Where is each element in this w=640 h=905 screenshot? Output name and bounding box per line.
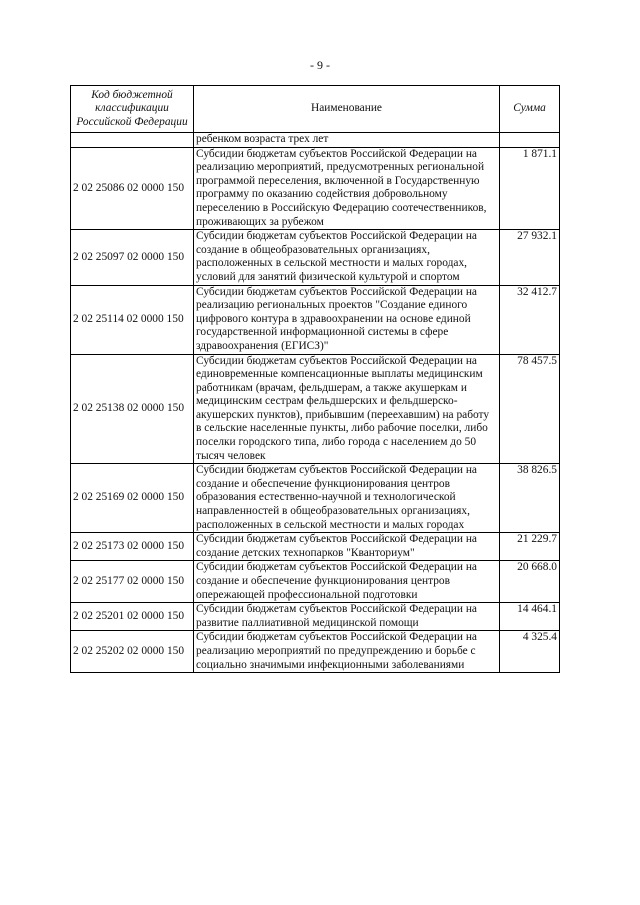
table-row	[71, 561, 560, 603]
page-number: - 9 -	[310, 58, 330, 72]
table-row	[71, 354, 560, 464]
name-cell: Субсидии бюджетам субъектов Российской Федерации на создание и обеспечение функционирования центров образования естественно-научной и технологической направленностей в общеобразовательных организациях, расположенных в сельской местности и малых городах	[194, 464, 500, 533]
table-row	[71, 147, 560, 230]
name-cell: Субсидии бюджетам субъектов Российской Федерации на развитие паллиативной медицинской помощи	[194, 603, 500, 631]
name-cell: Субсидии бюджетам субъектов Российской Федерации на реализацию мероприятий по предупреждению и борьбе с социально значимыми инфекционными заболеваниями	[194, 631, 500, 673]
amount-cell: 78 457.5	[500, 354, 560, 464]
table-row	[71, 603, 560, 631]
table-row	[71, 230, 560, 285]
name-cell: Субсидии бюджетам субъектов Российской Федерации на создание в общеобразовательных организациях, расположенных в сельской местности и малых городах, условий для занятий физической культурой и спортом	[194, 230, 500, 285]
name-cell: Субсидии бюджетам субъектов Российской Федерации на реализацию мероприятий, предусмотренных региональной программой переселения, включенной в Государственную программу по оказанию содействия добровольному переселению в Российскую Федерацию соотечественников, проживающих за рубежом	[194, 147, 500, 230]
table-header-row	[71, 86, 560, 133]
code-cell: 2 02 25202 02 0000 150	[71, 631, 194, 673]
table-row	[71, 631, 560, 673]
amount-cell: 32 412.7	[500, 285, 560, 354]
code-cell: 2 02 25201 02 0000 150	[71, 603, 194, 631]
amount-cell: 4 325.4	[500, 631, 560, 673]
table-row	[71, 285, 560, 354]
amount-cell	[500, 133, 560, 148]
name-cell: Субсидии бюджетам субъектов Российской Федерации на создание детских технопарков "Кванториум"	[194, 533, 500, 561]
header-sum: Сумма	[500, 86, 560, 133]
code-cell: 2 02 25097 02 0000 150	[71, 230, 194, 285]
amount-cell: 21 229.7	[500, 533, 560, 561]
header-name: Наименование	[194, 86, 500, 133]
code-cell: 2 02 25177 02 0000 150	[71, 561, 194, 603]
code-cell	[71, 133, 194, 148]
name-cell: Субсидии бюджетам субъектов Российской Федерации на создание и обеспечение функционирования центров опережающей профессиональной подготовки	[194, 561, 500, 603]
table-row-continuation	[71, 133, 560, 148]
code-cell: 2 02 25173 02 0000 150	[71, 533, 194, 561]
amount-cell: 20 668.0	[500, 561, 560, 603]
amount-cell: 1 871.1	[500, 147, 560, 230]
code-cell: 2 02 25138 02 0000 150	[71, 354, 194, 464]
code-cell: 2 02 25086 02 0000 150	[71, 147, 194, 230]
code-cell: 2 02 25169 02 0000 150	[71, 464, 194, 533]
code-cell: 2 02 25114 02 0000 150	[71, 285, 194, 354]
budget-table	[70, 85, 560, 673]
table-row	[71, 464, 560, 533]
header-code: Код бюджетной классификации Российской Федерации	[71, 86, 194, 133]
name-cell: Субсидии бюджетам субъектов Российской Федерации на реализацию региональных проектов "Создание единого цифрового контура в здравоохранении на основе единой государственной информационной системы в сфере здравоохранения (ЕГИСЗ)"	[194, 285, 500, 354]
amount-cell: 14 464.1	[500, 603, 560, 631]
amount-cell: 38 826.5	[500, 464, 560, 533]
amount-cell: 27 932.1	[500, 230, 560, 285]
name-cell: ребенком возраста трех лет	[194, 133, 500, 148]
name-cell: Субсидии бюджетам субъектов Российской Федерации на единовременные компенсационные выплаты медицинским работникам (врачам, фельдшерам, а также акушеркам и медицинским сестрам фельдшерских и фельдшерско-акушерских пунктов), прибывшим (переехавшим) на работу в сельские населенные пункты, либо рабочие поселки, либо поселки городского типа, либо города с населением до 50 тысяч человек	[194, 354, 500, 464]
table-row	[71, 533, 560, 561]
